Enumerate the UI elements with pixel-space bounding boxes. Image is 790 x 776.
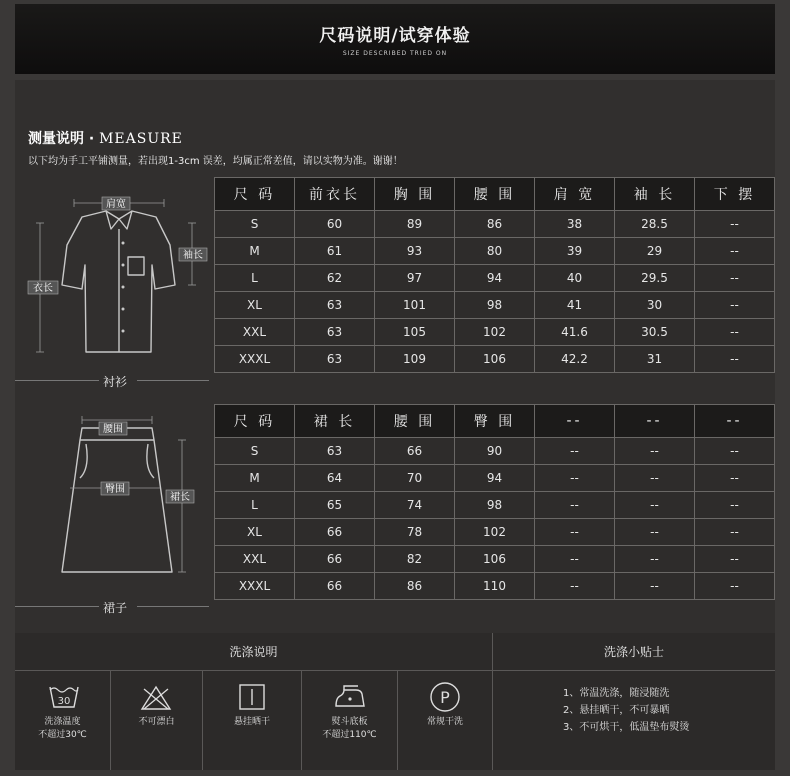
column-header: 腰 围 [455, 178, 535, 211]
table-cell: 97 [375, 265, 455, 292]
table-cell: 94 [455, 465, 535, 492]
column-header: 裙 长 [295, 405, 375, 438]
svg-text:30: 30 [57, 696, 71, 707]
tip-item: 2、悬挂晒干，不可暴晒 [563, 705, 670, 716]
table-cell: 66 [375, 438, 455, 465]
table-cell: -- [695, 319, 775, 346]
table-cell: -- [535, 546, 615, 573]
table-cell: 29.5 [615, 265, 695, 292]
care-item-dry [203, 671, 301, 770]
table-cell: 98 [455, 492, 535, 519]
shirt-size-table [214, 177, 775, 373]
table-cell: 30 [615, 292, 695, 319]
wash-30-icon [48, 683, 80, 711]
table-cell: S [215, 211, 295, 238]
table-cell: 106 [455, 346, 535, 373]
table-cell: -- [695, 238, 775, 265]
table-cell: 101 [375, 292, 455, 319]
table-row [215, 292, 775, 319]
column-header: 前衣长 [295, 178, 375, 211]
table-cell: -- [615, 465, 695, 492]
care-label: 常规干洗 [426, 717, 463, 727]
svg-text:臀围: 臀围 [105, 484, 125, 495]
svg-text:腰围: 腰围 [103, 424, 123, 435]
care-item-wash [15, 671, 110, 770]
table-cell: 109 [375, 346, 455, 373]
care-column-divider [492, 633, 493, 770]
column-header: -- [695, 405, 775, 438]
column-header: 尺 码 [215, 178, 295, 211]
table-cell: 94 [455, 265, 535, 292]
table-row [215, 211, 775, 238]
svg-text:P: P [440, 688, 450, 707]
care-item-dryclean [398, 671, 492, 770]
skirt-diagram [56, 412, 198, 580]
table-cell: M [215, 465, 295, 492]
table-cell: -- [615, 438, 695, 465]
table-cell: XL [215, 519, 295, 546]
care-label: 洗涤温度 [44, 717, 81, 727]
table-cell: -- [615, 492, 695, 519]
table-cell: 64 [295, 465, 375, 492]
line-dry-icon [238, 683, 266, 711]
table-cell: 110 [455, 573, 535, 600]
table-cell: -- [695, 292, 775, 319]
skirt-caption-rule-right [137, 606, 209, 607]
table-cell: 63 [295, 292, 375, 319]
wash-title: 洗涤说明 [229, 645, 278, 659]
table-cell: XXXL [215, 573, 295, 600]
table-cell: 40 [535, 265, 615, 292]
svg-text:袖长: 袖长 [183, 250, 203, 261]
table-cell: -- [615, 573, 695, 600]
table-cell: 105 [375, 319, 455, 346]
table-cell: -- [535, 573, 615, 600]
table-cell: 66 [295, 519, 375, 546]
care-label: 不可漂白 [138, 717, 175, 727]
table-cell: 62 [295, 265, 375, 292]
skirt-caption: 裙子 [103, 601, 128, 615]
table-cell: -- [695, 438, 775, 465]
table-cell: 41 [535, 292, 615, 319]
shirt-caption-rule-right [137, 380, 209, 381]
table-cell: 102 [455, 319, 535, 346]
table-row [215, 573, 775, 600]
table-cell: XL [215, 292, 295, 319]
table-row [215, 346, 775, 373]
column-header: 袖 长 [615, 178, 695, 211]
care-item-bleach [111, 671, 202, 770]
column-header: 肩 宽 [535, 178, 615, 211]
table-row [215, 546, 775, 573]
tips-title: 洗涤小贴士 [603, 645, 664, 659]
table-cell: -- [535, 465, 615, 492]
column-header: 臀 围 [455, 405, 535, 438]
column-header: -- [535, 405, 615, 438]
care-label: 熨斗底板 [331, 717, 368, 727]
care-tips [563, 685, 689, 736]
table-cell: 86 [455, 211, 535, 238]
table-cell: -- [615, 519, 695, 546]
table-cell: XXL [215, 546, 295, 573]
column-header: 尺 码 [215, 405, 295, 438]
table-cell: 78 [375, 519, 455, 546]
table-row [215, 319, 775, 346]
table-cell: 60 [295, 211, 375, 238]
table-cell: 89 [375, 211, 455, 238]
table-row [215, 519, 775, 546]
dry-clean-icon [429, 681, 461, 713]
table-cell: 66 [295, 573, 375, 600]
table-cell: 29 [615, 238, 695, 265]
table-cell: 66 [295, 546, 375, 573]
table-header-row [215, 405, 775, 438]
table-cell: -- [695, 519, 775, 546]
care-item-iron [302, 671, 397, 770]
table-header-row [215, 178, 775, 211]
table-cell: 65 [295, 492, 375, 519]
table-cell: 63 [295, 438, 375, 465]
measure-note: 以下均为手工平铺测量，若出现1-3cm 误差，均属正常差值，请以实物为准。谢谢！ [28, 156, 403, 167]
table-row [215, 465, 775, 492]
skirt-caption-rule-left [15, 606, 99, 607]
iron-icon [332, 684, 368, 710]
banner-subtitle: SIZE DESCRIBED TRIED ON [342, 50, 448, 57]
table-cell: -- [695, 465, 775, 492]
svg-text:裙长: 裙长 [170, 492, 190, 503]
table-cell: 39 [535, 238, 615, 265]
column-header: -- [615, 405, 695, 438]
table-cell: 102 [455, 519, 535, 546]
table-cell: 63 [295, 319, 375, 346]
table-cell: S [215, 438, 295, 465]
svg-text:衣长: 衣长 [33, 283, 53, 294]
care-label: 悬挂晒干 [233, 717, 270, 727]
table-cell: XXL [215, 319, 295, 346]
table-row [215, 492, 775, 519]
care-label-sub: 不超过30℃ [38, 730, 87, 740]
table-cell: 63 [295, 346, 375, 373]
column-header: 腰 围 [375, 405, 455, 438]
tip-item: 3、不可烘干，低温垫布熨烫 [563, 722, 690, 733]
table-cell: 61 [295, 238, 375, 265]
table-cell: 86 [375, 573, 455, 600]
table-cell: -- [535, 519, 615, 546]
table-cell: -- [535, 492, 615, 519]
table-cell: 41.6 [535, 319, 615, 346]
table-cell: -- [695, 492, 775, 519]
shirt-caption: 衬衫 [103, 375, 128, 389]
table-cell: 82 [375, 546, 455, 573]
table-cell: -- [695, 573, 775, 600]
table-cell: 80 [455, 238, 535, 265]
table-cell: 38 [535, 211, 615, 238]
svg-text:肩宽: 肩宽 [106, 199, 126, 210]
table-row [215, 438, 775, 465]
tip-item: 1、常温洗涤，随浸随洗 [563, 688, 670, 699]
table-cell: 42.2 [535, 346, 615, 373]
shirt-caption-rule-left [15, 380, 99, 381]
table-cell: 93 [375, 238, 455, 265]
table-cell: -- [615, 546, 695, 573]
table-row [215, 238, 775, 265]
table-cell: -- [695, 265, 775, 292]
table-cell: 70 [375, 465, 455, 492]
table-cell: L [215, 492, 295, 519]
table-cell: 74 [375, 492, 455, 519]
table-cell: 30.5 [615, 319, 695, 346]
care-section [15, 633, 775, 770]
column-header: 胸 围 [375, 178, 455, 211]
shirt-diagram [24, 185, 210, 360]
table-cell: 28.5 [615, 211, 695, 238]
table-cell: L [215, 265, 295, 292]
table-row [215, 265, 775, 292]
measure-heading: 测量说明 · MEASURE [28, 131, 183, 147]
column-header: 下 摆 [695, 178, 775, 211]
table-cell: -- [695, 346, 775, 373]
table-cell: -- [695, 211, 775, 238]
no-bleach-icon [140, 685, 172, 711]
banner-title: 尺码说明/试穿体验 [319, 26, 471, 46]
title-banner [15, 4, 775, 74]
table-cell: 31 [615, 346, 695, 373]
table-cell: -- [535, 438, 615, 465]
table-cell: -- [695, 546, 775, 573]
table-cell: M [215, 238, 295, 265]
care-label-sub: 不超过110℃ [322, 730, 377, 740]
skirt-size-table [214, 404, 775, 600]
table-cell: 106 [455, 546, 535, 573]
table-cell: 98 [455, 292, 535, 319]
table-cell: XXXL [215, 346, 295, 373]
table-cell: 90 [455, 438, 535, 465]
